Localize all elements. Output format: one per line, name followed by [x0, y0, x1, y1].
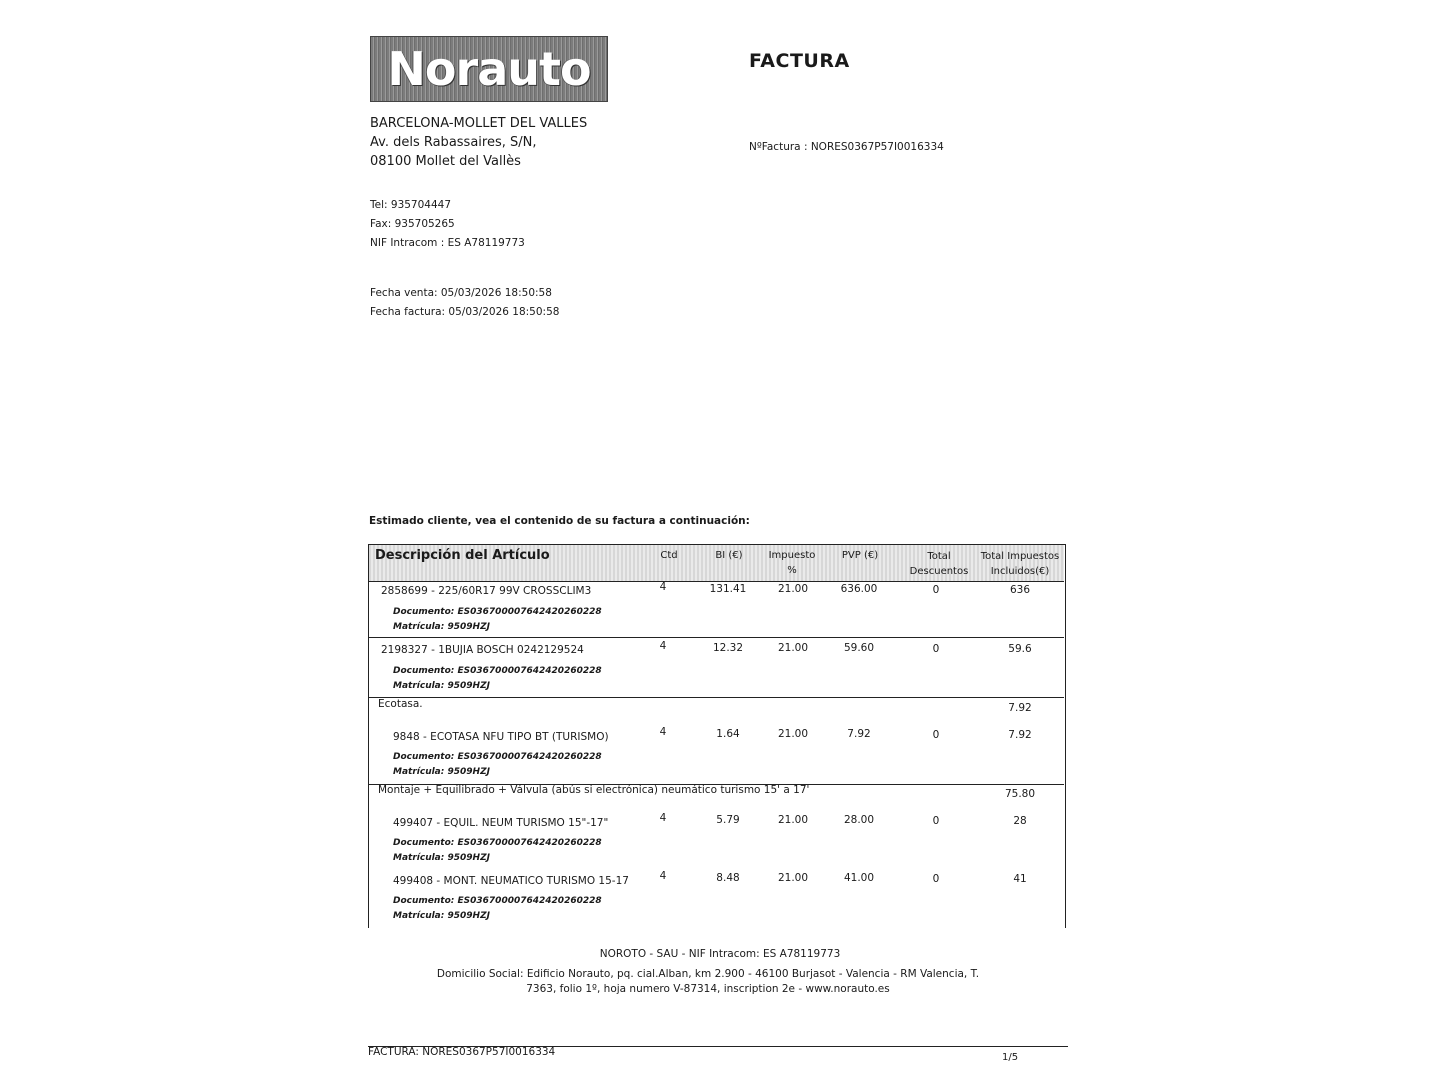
item-plate: Matrícula: 9509HZJ	[393, 853, 490, 863]
footer-company: NOROTO - SAU - NIF Intracom: ES A78119773	[599, 948, 841, 960]
item-discount: 0	[932, 729, 940, 741]
item-pvp: 59.60	[843, 642, 875, 654]
item-description: 9848 - ECOTASA NFU TIPO BT (TURISMO)	[393, 731, 609, 743]
item-qty: 4	[659, 726, 667, 738]
item-bi: 1.64	[716, 728, 740, 740]
item-tax: 21.00	[777, 814, 809, 826]
item-pvp: 41.00	[843, 872, 875, 884]
intro-text: Estimado cliente, vea el contenido de su factura a continuación:	[369, 515, 750, 527]
header-discount-1: Total	[927, 551, 951, 562]
item-qty: 4	[659, 812, 667, 824]
item-document: Documento: ES036700007642420260228	[393, 896, 602, 906]
item-bi: 8.48	[716, 872, 740, 884]
item-tax: 21.00	[777, 872, 809, 884]
item-qty: 4	[659, 640, 667, 652]
header-qty: Ctd	[660, 550, 678, 561]
group-title: Montaje + Equilibrado + Válvula (abús si electrónica) neumático turismo 15' a 17'	[378, 784, 810, 796]
table-header	[369, 545, 1064, 582]
store-street: Av. dels Rabassaires, S/N,	[370, 135, 537, 150]
item-bi: 5.79	[716, 814, 740, 826]
store-name: BARCELONA-MOLLET DEL VALLES	[370, 116, 588, 131]
header-total-2: Incluidos(€)	[990, 566, 1050, 577]
item-total: 41	[1013, 873, 1027, 885]
item-document: Documento: ES036700007642420260228	[393, 666, 602, 676]
item-total: 59.6	[1008, 643, 1032, 655]
item-discount: 0	[932, 584, 940, 596]
group-total: 7.92	[1008, 702, 1032, 714]
invoice-date: Fecha factura: 05/03/2026 18:50:58	[370, 306, 560, 318]
header-total-1: Total Impuestos	[980, 551, 1060, 562]
footer-address: Domicilio Social: Edificio Norauto, pq. cial.Alban, km 2.900 - 46100 Burjasot - Valencia - RM Valencia, T.	[436, 968, 980, 980]
footer-invoice-ref: FACTURA: NORES0367P57I0016334	[368, 1046, 556, 1058]
item-description: 2858699 - 225/60R17 99V CROSSCLIM3	[381, 585, 592, 597]
document-title: FACTURA	[749, 50, 850, 72]
item-pvp: 28.00	[843, 814, 875, 826]
item-description: 499407 - EQUIL. NEUM TURISMO 15"-17"	[393, 817, 609, 829]
header-tax-1: Impuesto	[768, 550, 816, 561]
item-total: 28	[1013, 815, 1027, 827]
item-bi: 12.32	[712, 642, 744, 654]
row-divider	[369, 697, 1064, 698]
invoice-number: NºFactura : NORES0367P57I0016334	[749, 141, 944, 153]
item-pvp: 7.92	[847, 728, 871, 740]
page-number: 1/5	[1002, 1052, 1019, 1063]
header-bi: BI (€)	[715, 550, 743, 561]
item-discount: 0	[932, 643, 940, 655]
item-discount: 0	[932, 873, 940, 885]
store-nif: NIF Intracom : ES A78119773	[370, 237, 525, 249]
group-title: Ecotasa.	[378, 698, 423, 710]
item-plate: Matrícula: 9509HZJ	[393, 622, 490, 632]
item-document: Documento: ES036700007642420260228	[393, 607, 602, 617]
item-total: 636	[1009, 584, 1031, 596]
item-qty: 4	[659, 870, 667, 882]
footer-registry: 7363, folio 1º, hoja numero V-87314, inscription 2e - www.norauto.es	[526, 983, 890, 995]
header-discount-2: Descuentos	[909, 566, 969, 577]
item-qty: 4	[659, 581, 667, 593]
item-plate: Matrícula: 9509HZJ	[393, 767, 490, 777]
item-tax: 21.00	[777, 583, 809, 595]
logo-text: Norauto	[387, 42, 591, 96]
item-pvp: 636.00	[840, 583, 878, 595]
item-bi: 131.41	[709, 583, 747, 595]
item-plate: Matrícula: 9509HZJ	[393, 911, 490, 921]
header-description: Descripción del Artículo	[375, 548, 550, 563]
store-city: 08100 Mollet del Vallès	[370, 154, 521, 169]
store-tel: Tel: 935704447	[370, 199, 452, 211]
item-description: 499408 - MONT. NEUMATICO TURISMO 15-17	[393, 875, 629, 887]
item-description: 2198327 - 1BUJIA BOSCH 0242129524	[381, 644, 584, 656]
invoice-table	[368, 544, 1066, 928]
norauto-logo	[370, 36, 608, 102]
item-document: Documento: ES036700007642420260228	[393, 752, 602, 762]
item-document: Documento: ES036700007642420260228	[393, 838, 602, 848]
item-discount: 0	[932, 815, 940, 827]
sale-date: Fecha venta: 05/03/2026 18:50:58	[370, 287, 552, 299]
item-plate: Matrícula: 9509HZJ	[393, 681, 490, 691]
item-total: 7.92	[1008, 729, 1032, 741]
item-tax: 21.00	[777, 728, 809, 740]
item-tax: 21.00	[777, 642, 809, 654]
store-fax: Fax: 935705265	[370, 218, 455, 230]
header-pvp: PVP (€)	[841, 550, 879, 561]
header-tax-2: %	[787, 565, 797, 576]
group-total: 75.80	[1004, 788, 1036, 800]
row-divider	[369, 637, 1064, 638]
